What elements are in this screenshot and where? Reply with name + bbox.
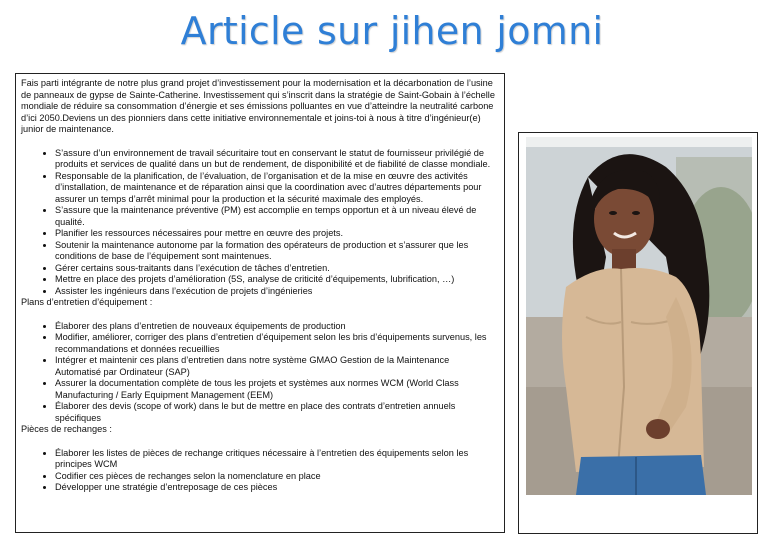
- list-item: • Soutenir la maintenance autonome par la formation des opérateurs de production et s’assurer que les conditions de base de l’équipement sont maintenues.: [55, 240, 496, 263]
- list-item: • Assister les ingénieurs dans l’exécution de projets d’ingénieries: [55, 286, 496, 298]
- list-item: • Intégrer et maintenir ces plans d’entretien dans notre système GMAO Gestion de la Maintenance Automatisé par Ordinateur (SAP): [55, 355, 496, 378]
- section-heading-plans: Plans d’entretien d’équipement :: [21, 297, 153, 307]
- intro-paragraph: Fais parti intégrante de notre plus grand projet d’investissement pour la modernisation et la décarbonation de l’usine de panneaux de gypse de Sainte-Catherine. Investissement qui s’inscrit dans la stratégie de Saint-Gobain à l’échelle mondiale de réduire sa consommation d’énergie et ses émissions polluantes en vue d’atteindre la neutralité carbone d’ici 2050.Deviens un des pionniers dans cette initiative environnementale et joins-toi à nous à titre d’ingénieur(e) junior de maintenance.: [21, 78, 495, 134]
- list-item: • Responsable de la planification, de l’évaluation, de l’organisation et de la mise en œuvre des activités d’installation, de maintenance et de réparation ainsi que la coordination avec d’autres départements pour assurer un temps d’arrêt minimal pour la production et la sécurité maximale des employés.: [55, 171, 496, 206]
- list-item: • Assurer la documentation complète de tous les projets et systèmes aux normes WCM (World Class Manufacturing / Early Equipment Management (EEM): [55, 378, 496, 401]
- list-item: • Codifier ces pièces de rechanges selon la nomenclature en place: [55, 471, 496, 483]
- list-item: • S’assure d’un environnement de travail sécuritaire tout en conservant le statut de fournisseur privilégié de produits et services de qualité dans un but de rendement, de disponibilité et de fiabilité de classe mondiale.: [55, 148, 496, 171]
- portrait-illustration: [526, 137, 752, 495]
- list-item: • Élaborer des plans d’entretien de nouveaux équipements de production: [55, 321, 496, 333]
- list-item: • Modifier, améliorer, corriger des plans d’entretien d’équipement selon les bris d’équipements survenus, les recommandations et données recueillies: [55, 332, 496, 355]
- section-heading-pieces: Pièces de rechanges :: [21, 424, 112, 434]
- pieces-bullet-list: [21, 448, 496, 494]
- list-item: • Mettre en place des projets d’amélioration (5S, analyse de criticité d’équipements, lubrification, …): [55, 274, 496, 286]
- list-item: • Élaborer les listes de pièces de rechange critiques nécessaire à l’entretien des équipements selon les principes WCM: [55, 448, 496, 471]
- photo-frame: [518, 132, 758, 534]
- page-title: Article sur jihen jomni: [180, 9, 604, 53]
- list-item: • Planifier les ressources nécessaires pour mettre en œuvre des projets.: [55, 228, 496, 240]
- list-item: • Élaborer des devis (scope of work) dans le but de mettre en place des contrats d’entretien annuels spécifiques: [55, 401, 496, 424]
- portrait-photo: [526, 137, 752, 495]
- list-item: • S’assure que la maintenance préventive (PM) est accomplie en temps opportun et à un niveau élevé de qualité.: [55, 205, 496, 228]
- article-text-box: [15, 73, 505, 533]
- plans-bullet-list: [21, 321, 496, 425]
- list-item: • Développer une stratégie d’entreposage de ces pièces: [55, 482, 496, 494]
- list-item: • Gérer certains sous-traitants dans l’exécution de tâches d’entretien.: [55, 263, 496, 275]
- main-bullet-list: [21, 148, 496, 298]
